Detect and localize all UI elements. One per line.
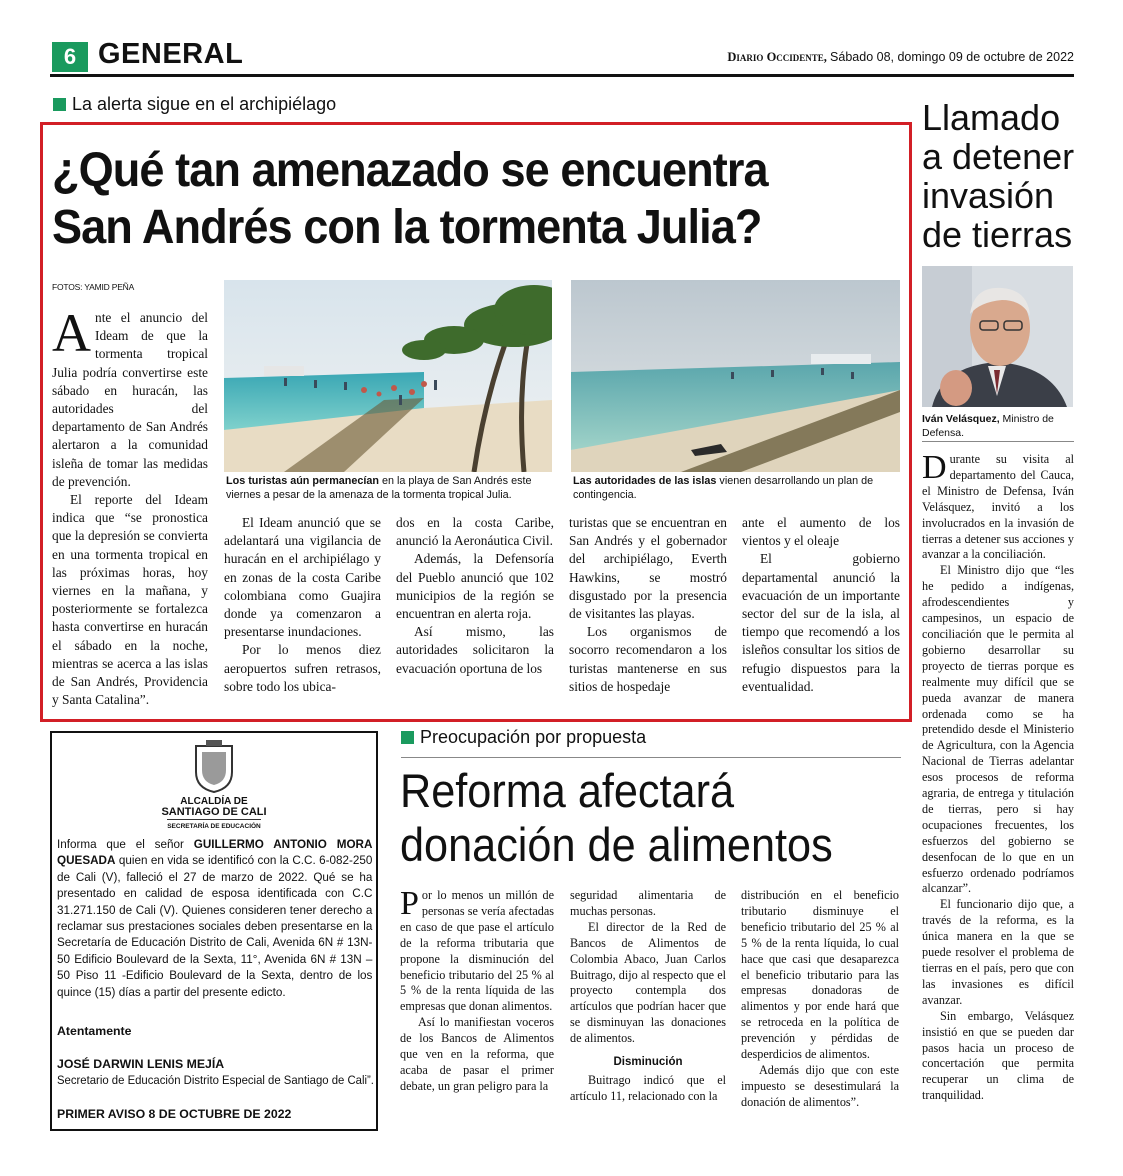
minister-portrait-image bbox=[922, 266, 1073, 407]
page-number-badge: 6 bbox=[52, 42, 88, 72]
main-col-3: dos en la costa Caribe, anunció la Aeronáutica Civil. Además, la Defensoría del Pueblo anunció que 102 municipios de la región se encuentran en alerta roja. Así mismo, las autoridades solicitaron la evacuación oportuna de los bbox=[396, 515, 554, 676]
second-col-2: seguridad alimentaria de muchas personas. El director de la Red de Bancos de Alimentos de Colombia Abaco, Juan Carlos Buitrago, dijo al respecto que el proyecto contempla dos artículos que podrían hacer que se disminuyan las donaciones de alimentos. Disminución Buitrago indicó que el artículo 11, relacionado con la bbox=[570, 888, 726, 1103]
second-headline: Reforma afectará donación de alimentos bbox=[400, 764, 833, 871]
masthead-date bbox=[700, 50, 1074, 65]
minister-caption: Iván Velásquez, Ministro de Defensa. bbox=[922, 413, 1054, 439]
main-col-4: turistas que se encuentran en San Andrés y el gobernador del archipiélago, Everth Hawkins, se mostró disgustado por la presencia de visitantes las playas. Los organismos de socorro recomendaron a los turistas mantenerse en sus sitios de hospedaje bbox=[569, 515, 727, 694]
second-drop-cap: P bbox=[400, 885, 419, 922]
second-kicker: Preocupación por propuesta bbox=[401, 727, 646, 748]
notice-signer-title: Secretario de Educación Distrito Especial de Santiago de Cali”. bbox=[57, 1073, 374, 1087]
second-col-1: Por lo menos un millón de personas se vería afectadas en caso de que pase el artículo de la reforma tributaria que propone la disminución del beneficio tributario del 25 % al 5 % de la renta líquida de las empresas que donan alimentos. Así lo manifiestan voceros de los Bancos de Alimentos que ven en la reforma, que acaba de pasar el primer debate, un gran peligro para la bbox=[400, 885, 554, 1093]
side-headline: Llamado a detener invasión de tierras bbox=[922, 97, 1075, 255]
notice-body: Informa que el señor GUILLERMO ANTONIO MORA QUESADA quien en vida se identificó con la C.C. 6-082-250 de Cali (V), falleció el 27 de marzo de 2022. Qué se ha presentado en calidad de esposa identificada con C.C 31.271.150 de Cali (V). Quienes consideren tener derecho a reclamar sus prestaciones sociales deben presentarse en la Secretaría de Educación Distrito de Cali, Avenida 6N # 13N-50 Edificio Boulevard de la Sexta, 11°, Avenida 6N # 13N – 50 Piso 11 -Edificio Boulevard de la Sexta, dentro de los quince (15) días a partir del presente edicto. bbox=[57, 837, 373, 999]
notice-signer: JOSÉ DARWIN LENIS MEJÍA bbox=[57, 1057, 225, 1071]
drop-cap: A bbox=[52, 303, 91, 363]
side-rule bbox=[922, 441, 1074, 442]
main-headline: ¿Qué tan amenazado se encuentra San Andrés con la tormenta Julia? bbox=[52, 143, 768, 254]
caption-2-bold: Las autoridades de las islas bbox=[573, 475, 717, 487]
main-col-5: ante el aumento de los vientos y el oleaje El gobierno departamental anunció la evacuación de un importante sector del sur de la isla, al tiempo que recomendó a los isleños consultar los sitios de refugio dispuestos para la eventualidad. bbox=[742, 515, 900, 694]
caption-1-bold: Los turistas aún permanecían bbox=[226, 475, 380, 487]
second-col-3: distribución en el beneficio tributario disminuye el beneficio tributario del 25 % al 5 % de la renta líquida, lo cual hace que casi que desaparezca el beneficio tributario para las empresas donadoras de alimentos y por ende hará que se retroceda en la política de prevención y pérdidas de desperdicios de alimentos. Además dijo que con este impuesto se desestimulará la donación de alimentos”. bbox=[741, 888, 899, 1109]
deceased-name: GUILLERMO ANTONIO MORA QUESADA bbox=[57, 837, 373, 868]
beach-photo-1-image bbox=[224, 280, 552, 472]
photo-2-caption: Las autoridades de las islas vienen desarrollando un plan de contingencia. bbox=[573, 475, 874, 501]
beach-photo-2-image bbox=[571, 280, 900, 472]
photo-credit: FOTOS: YAMID PEÑA bbox=[52, 282, 135, 292]
main-col-1: Ante el anuncio del Ideam de que la tormenta tropical Julia podría convertirse este sábado en huracán, las autoridades del departamento de San Andrés alertaron a la comunidad isleña de tomar las medidas de prevención. El reporte del Ideam indica que “se pronostica que la depresión se convierta en una tormenta tropical en las próximas horas, hoy viernes en la mañana, y posteriormente se fortalezca hasta convertirse en huracán el sábado en la noche, mientras se acerca a las islas de San Andrés, Providencia y Santa Catalina”. bbox=[52, 303, 208, 708]
paper-name: Diario Occidente, bbox=[727, 50, 827, 64]
beach-photo-2 bbox=[571, 280, 900, 472]
notice-org: ALCALDÍA DE SANTIAGO DE CALI SECRETARÍA DE EDUCACIÓN bbox=[161, 796, 267, 830]
photo-1-caption: Los turistas aún permanecían en la playa de San Andrés este viernes a pesar de la amenaza de la tormenta tropical Julia. bbox=[226, 475, 532, 501]
issue-date: Sábado 08, domingo 09 de octubre de 2022 bbox=[830, 50, 1074, 64]
minister-portrait bbox=[922, 266, 1073, 407]
kicker-square-icon-2 bbox=[401, 731, 414, 744]
second-story-rule bbox=[401, 757, 901, 758]
side-story-body: Durante su visita al departamento del Cauca, el Ministro de Defensa, Iván Velásquez, invitó a los involucrados en la invasión de tierras a detener sus acciones y avanzar a la conciliación. El Ministro dijo que “les he pedido a indígenas, afrodescendientes y campesinos, un espacio de conciliación que le permita al gobierno desarrollar su proyecto de tierras porque es realmente muy difícil que se pueda avanzar de manera ordenada como se ha pretendido desde el Ministerio de Agricultura, con la Agencia Nacional de Tierras adelantar esos procesos de reforma agraria, de entrega y titulación de tierras, pero si hay ocupaciones frecuentes, los esfuerzos del gobierno se desenfocan de lo que en un esfuerzo ordenado podríamos alcanzar”. El funcionario dijo que, a través de la reforma, es la única manera en la que se puede resolver el problema de tierras en el país, pero que con las invasiones es difícil avanzar. Sin embargo, Velásquez insistió en que se pueden dar pasos hacia un proceso de concertación que permita recuperar un clima de tranquilidad. bbox=[922, 449, 1074, 1103]
cali-coat-of-arms-icon bbox=[190, 738, 238, 794]
side-drop-cap: D bbox=[922, 449, 947, 486]
beach-photo-1 bbox=[224, 280, 552, 472]
second-subhead: Disminución bbox=[613, 1056, 683, 1069]
kicker-square-icon bbox=[53, 98, 66, 111]
section-title: GENERAL bbox=[98, 38, 244, 70]
header-rule bbox=[50, 74, 1074, 77]
minister-name: Iván Velásquez, bbox=[922, 413, 1000, 425]
main-col-2: El Ideam anunció que se adelantará una vigilancia de huracán en el archipiélago y en zonas de la costa Caribe colombiana como Guajira donde ya comenzaron a presentarse inundaciones. Por lo menos diez aeropuertos sufren retrasos, sobre todo los ubica- bbox=[224, 515, 381, 694]
main-kicker: La alerta sigue en el archipiélago bbox=[53, 94, 336, 115]
notice-closing: Atentamente bbox=[57, 1024, 132, 1038]
notice-footer: PRIMER AVISO 8 DE OCTUBRE DE 2022 bbox=[57, 1107, 292, 1121]
